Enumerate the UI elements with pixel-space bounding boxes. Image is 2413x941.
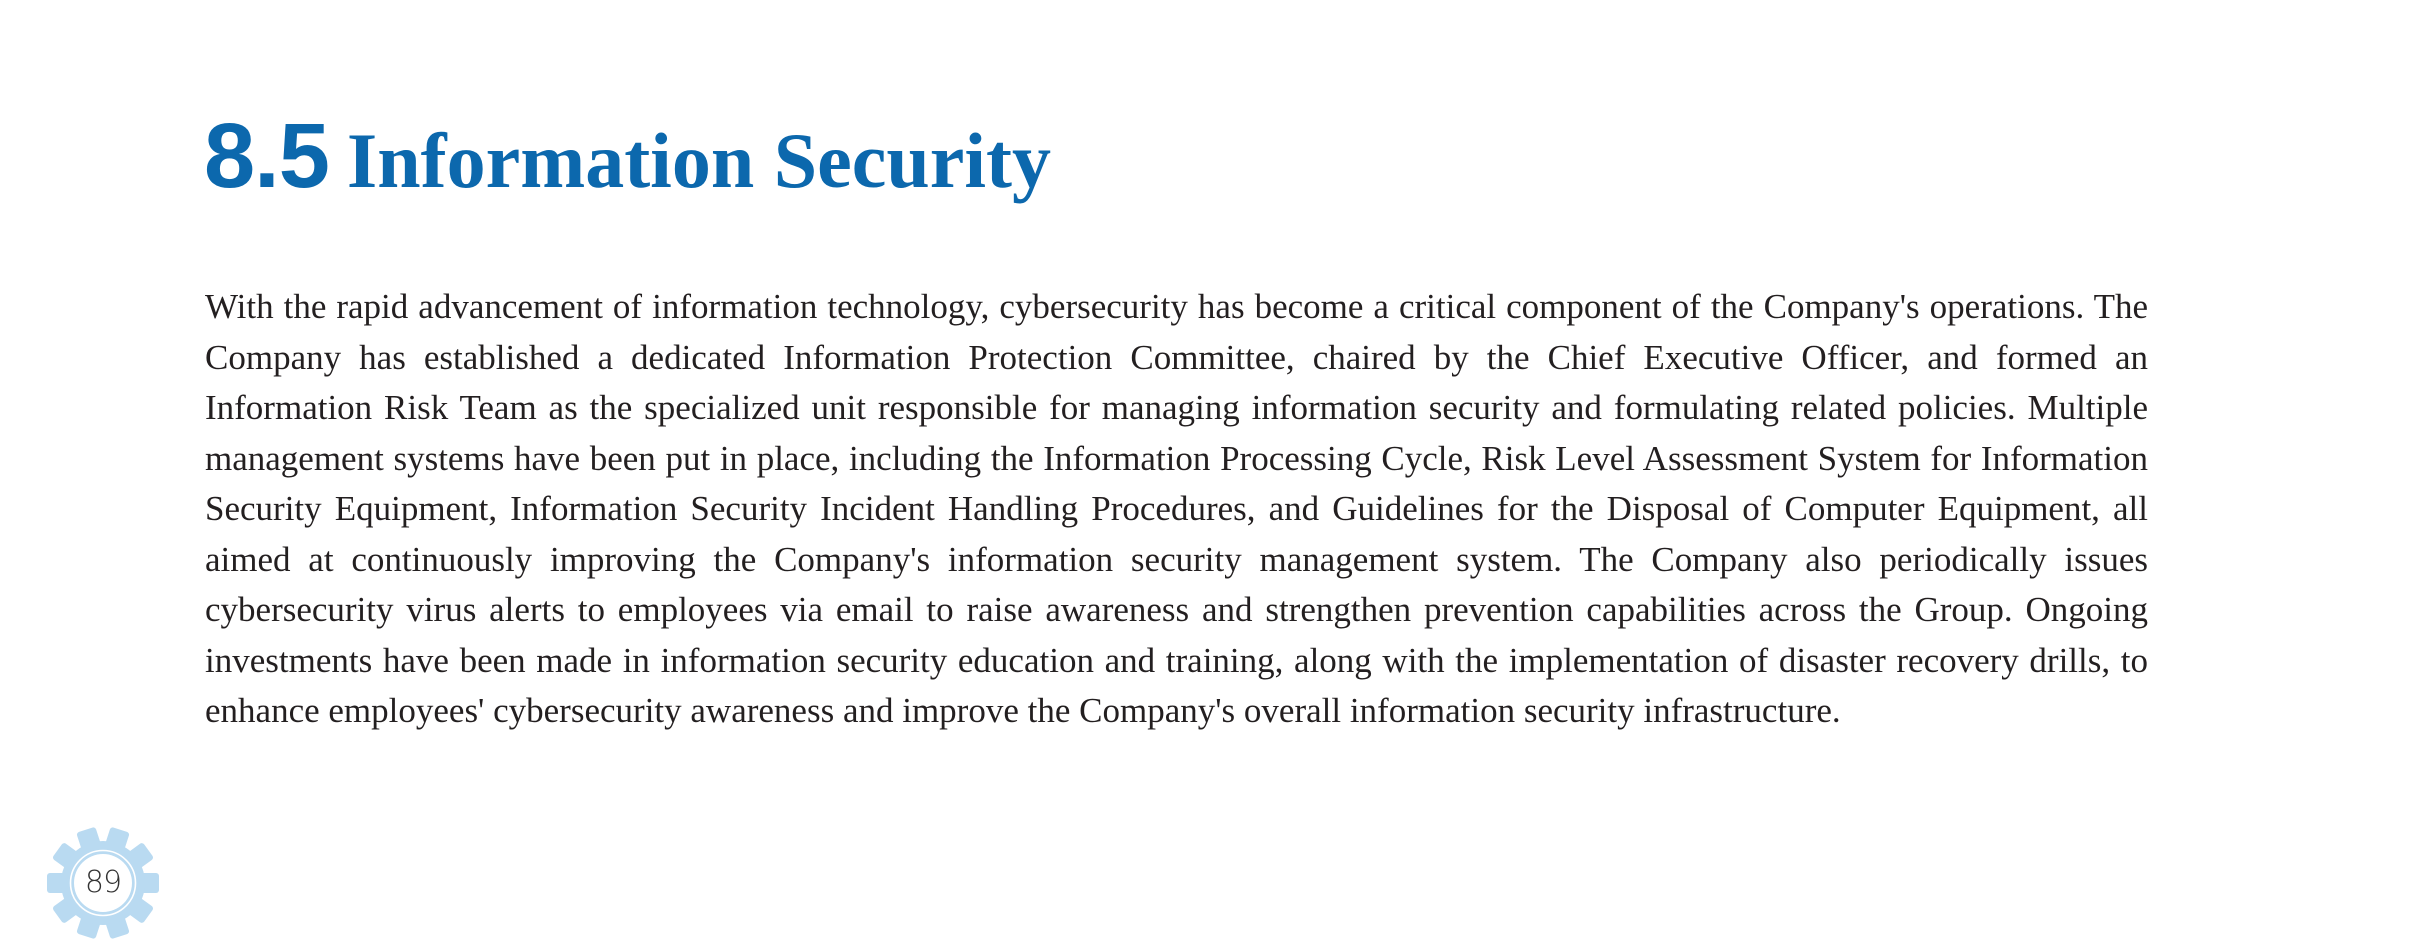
section-heading (204, 105, 1052, 207)
body-paragraph: With the rapid advancement of information technology, cybersecurity has become a critical component of the Company's operations. The Company has established a dedicated Information Protection Committee, chaired by the Chief Executive Officer, and formed an Information Risk Team as the specialized unit responsible for managing information security and formulating related policies. Multiple management systems have been put in place, including the Information Processing Cycle, Risk Level Assessment System for Information Security Equipment, Information Security Incident Handling Procedures, and Guidelines for the Disposal of Computer Equipment, all aimed at continuously improving the Company's information security management system. The Company also periodically issues cybersecurity virus alerts to employees via email to raise awareness and strengthen prevention capabilities across the Group. Ongoing investments have been made in information security education and training, along with the implementation of disaster recovery drills, to enhance employees' cybersecurity awareness and improve the Company's overall information security infrastructure. (205, 287, 2148, 730)
page-number-badge (45, 825, 161, 941)
section-title: Information Security (346, 117, 1052, 204)
section-number: 8.5 (204, 105, 329, 207)
page-number: 89 (84, 865, 122, 900)
